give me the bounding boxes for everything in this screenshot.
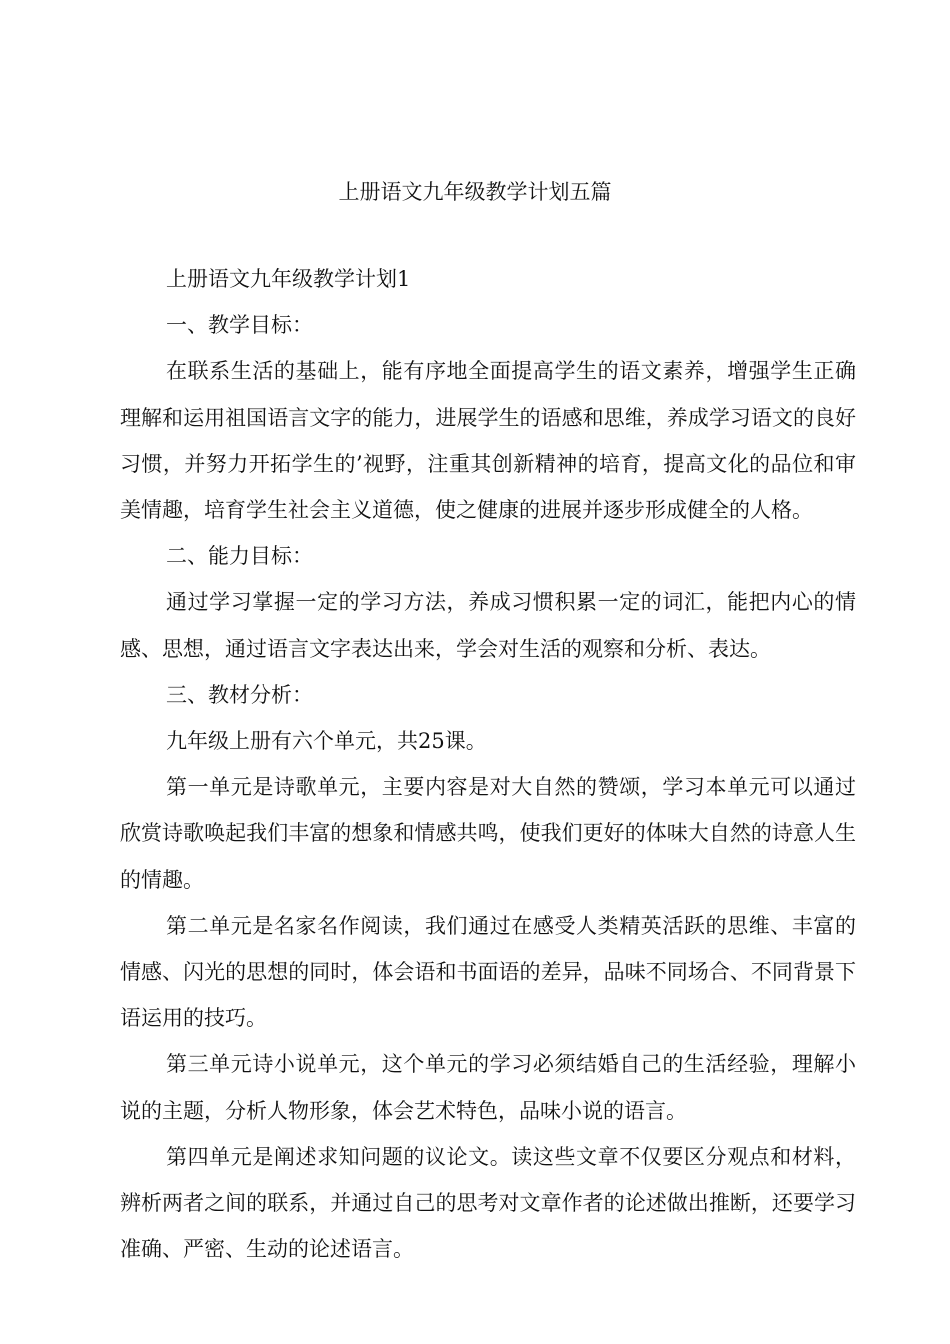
paragraph: 九年级上册有六个单元，共25课。 bbox=[166, 729, 487, 754]
paragraph: 第三单元诗小说单元，这个单元的学习必须结婚自己的生活经验，理解小说的主题，分析人物形象，体会艺术特色，品味小说的语言。 bbox=[120, 1052, 856, 1123]
subsection-heading: 二、能力目标： bbox=[166, 544, 313, 569]
paragraph: 第四单元是阐述求知问题的议论文。读这些文章不仅要区分观点和材料，辨析两者之间的联系，并通过自己的思考对文章作者的论述做出推断，还要学习准确、严密、生动的论述语言。 bbox=[120, 1144, 856, 1262]
subsection-heading: 一、教学目标： bbox=[166, 313, 313, 338]
paragraph: 在联系生活的基础上，能有序地全面提高学生的语文素养，增强学生正确理解和运用祖国语言文字的能力，进展学生的语感和思维，养成学习语文的良好习惯，并努力开拓学生的’视野，注重其创新精神的培育，提高文化的品位和审美情趣，培育学生社会主义道德，使之健康的进展并逐步形成健全的人格。 bbox=[120, 359, 856, 523]
section-heading: 上册语文九年级教学计划1 bbox=[166, 267, 411, 291]
paragraph: 通过学习掌握一定的学习方法，养成习惯积累一定的词汇，能把内心的情感、思想，通过语言文字表达出来，学会对生活的观察和分析、表达。 bbox=[120, 590, 856, 661]
document-title: 上册语文九年级教学计划五篇 bbox=[338, 180, 612, 204]
subsection-heading: 三、教材分析： bbox=[166, 682, 313, 707]
document-body bbox=[120, 256, 856, 1272]
paragraph: 第二单元是名家名作阅读，我们通过在感受人类精英活跃的思维、丰富的情感、闪光的思想的同时，体会语和书面语的差异，品味不同场合、不同背景下语运用的技巧。 bbox=[120, 913, 856, 1031]
paragraph: 第一单元是诗歌单元，主要内容是对大自然的赞颂，学习本单元可以通过欣赏诗歌唤起我们丰富的想象和情感共鸣，使我们更好的体味大自然的诗意人生的情趣。 bbox=[120, 775, 856, 892]
